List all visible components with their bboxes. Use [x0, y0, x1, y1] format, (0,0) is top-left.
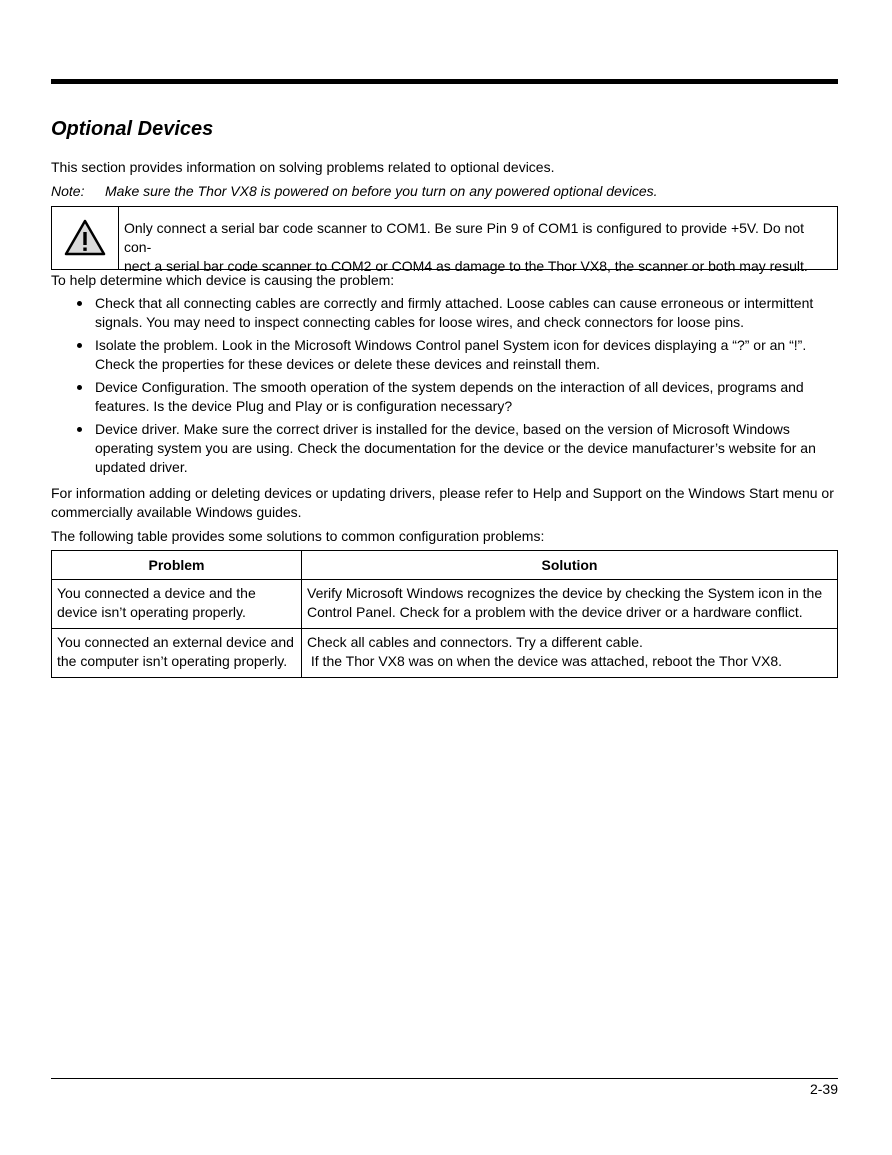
problem-cell: You connected a device and the device isn’t operating properly.	[52, 580, 302, 629]
note-label: Note:	[51, 183, 85, 199]
page-number: 2-39	[809, 1081, 838, 1097]
column-header-solution: Solution	[302, 551, 838, 580]
warning-text: Only connect a serial bar code scanner to COM1. Be sure Pin 9 of COM1 is configured to provide +5V. Do not con- nect a serial bar code scanner to COM2 or COM4 as damage to the Thor VX8, the scanner or both may result.	[124, 220, 808, 274]
note	[51, 182, 658, 201]
table-row	[52, 629, 838, 678]
list-item: Isolate the problem. Look in the Microsoft Windows Control panel System icon for devices displaying a “?” or an “!”. Check the properties for these devices or delete these devices and reinstall them.	[51, 336, 838, 374]
warning-icon-cell	[52, 207, 119, 269]
help-intro: To help determine which device is causing the problem:	[51, 272, 395, 288]
section-title: Optional Devices	[51, 118, 214, 140]
column-header-problem: Problem	[52, 551, 302, 580]
header-rule	[51, 79, 838, 84]
table-row	[52, 580, 838, 629]
warning-triangle-icon	[63, 218, 107, 258]
list-item: Check that all connecting cables are correctly and firmly attached. Loose cables can cause erroneous or intermittent signals. You may need to inspect connecting cables for loose wires, and check connectors for loose pins.	[51, 294, 838, 332]
solution-cell: Verify Microsoft Windows recognizes the device by checking the System icon in the Control Panel. Check for a problem with the device driver or a hardware conflict.	[302, 580, 838, 629]
note-text: Make sure the Thor VX8 is powered on before you turn on any powered optional devices.	[105, 183, 658, 199]
footer-rule	[51, 1078, 838, 1079]
bullet-icon	[77, 301, 82, 306]
info-paragraph: For information adding or deleting devices or updating drivers, please refer to Help and Support on the Windows Start menu or commercially available Windows guides.	[51, 485, 834, 520]
solutions-table	[51, 550, 838, 678]
solution-cell: Check all cables and connectors. Try a different cable. If the Thor VX8 was on when the device was attached, reboot the Thor VX8.	[302, 629, 838, 678]
list-item: Device Configuration. The smooth operation of the system depends on the interaction of all devices, programs and features. Is the device Plug and Play or is configuration necessary?	[51, 378, 838, 416]
bullet-icon	[77, 385, 82, 390]
intro-paragraph: This section provides information on solving problems related to optional devices.	[51, 159, 555, 175]
bullet-icon	[77, 343, 82, 348]
table-intro: The following table provides some solutions to common configuration problems:	[51, 528, 545, 544]
list-item: Device driver. Make sure the correct driver is installed for the device, based on the version of Microsoft Windows operating system you are using. Check the documentation for the device or the device manufacturer’s website for an updated driver.	[51, 420, 838, 477]
bullet-icon	[77, 427, 82, 432]
warning-box	[51, 206, 838, 274]
troubleshooting-list	[51, 294, 838, 481]
problem-cell: You connected an external device and the computer isn’t operating properly.	[52, 629, 302, 678]
table-header-row	[52, 551, 838, 580]
